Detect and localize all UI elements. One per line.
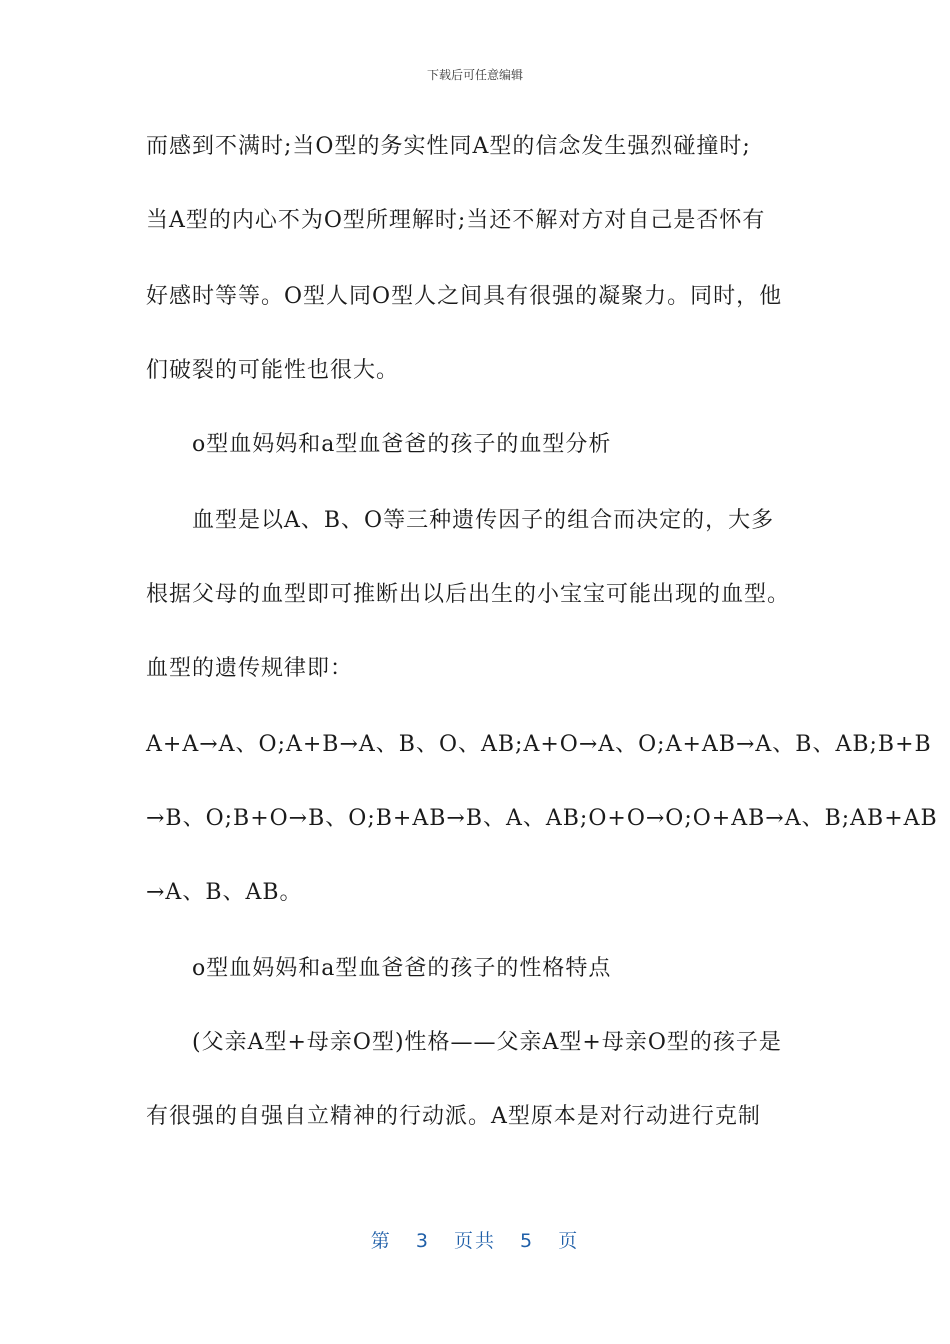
body-line: 当A型的内心不为O型所理解时;当还不解对方对自己是否怀有	[146, 208, 766, 233]
section-heading: o型血妈妈和a型血爸爸的孩子的性格特点	[192, 956, 612, 981]
page-label-mid: 页共	[453, 1230, 496, 1252]
current-page-number: 3	[415, 1230, 430, 1252]
page-label-prefix: 第	[370, 1230, 392, 1252]
body-line: →A、B、AB。	[146, 880, 303, 905]
body-line: 血型的遗传规律即：	[146, 656, 354, 681]
body-line: 而感到不满时;当O型的务实性同A型的信念发生强烈碰撞时;	[146, 134, 751, 159]
body-line: 有很强的自强自立精神的行动派。A型原本是对行动进行克制	[146, 1104, 761, 1129]
body-line: 好感时等等。O型人同O型人之间具有很强的凝聚力。同时，他	[146, 284, 783, 309]
section-heading: o型血妈妈和a型血爸爸的孩子的血型分析	[192, 432, 612, 457]
page-label-suffix: 页	[558, 1230, 580, 1252]
body-line: 血型是以A、B、O等三种遗传因子的组合而决定的，大多	[192, 508, 775, 533]
header-note: 下载后可任意编辑	[426, 68, 523, 82]
body-line: (父亲A型+母亲O型)性格——父亲A型+母亲O型的孩子是	[192, 1030, 782, 1055]
page-number-footer	[0, 1226, 950, 1253]
body-line: 们破裂的可能性也很大。	[146, 358, 400, 383]
body-line: A+A→A、O;A+B→A、B、O、AB;A+O→A、O;A+AB→A、B、AB;B+B	[146, 732, 932, 757]
body-line: 根据父母的血型即可推断出以后出生的小宝宝可能出现的血型。	[146, 582, 791, 607]
body-line: →B、O;B+O→B、O;B+AB→B、A、AB;O+O→O;O+AB→A、B;AB+AB	[146, 806, 938, 831]
total-pages-number: 5	[520, 1230, 535, 1252]
